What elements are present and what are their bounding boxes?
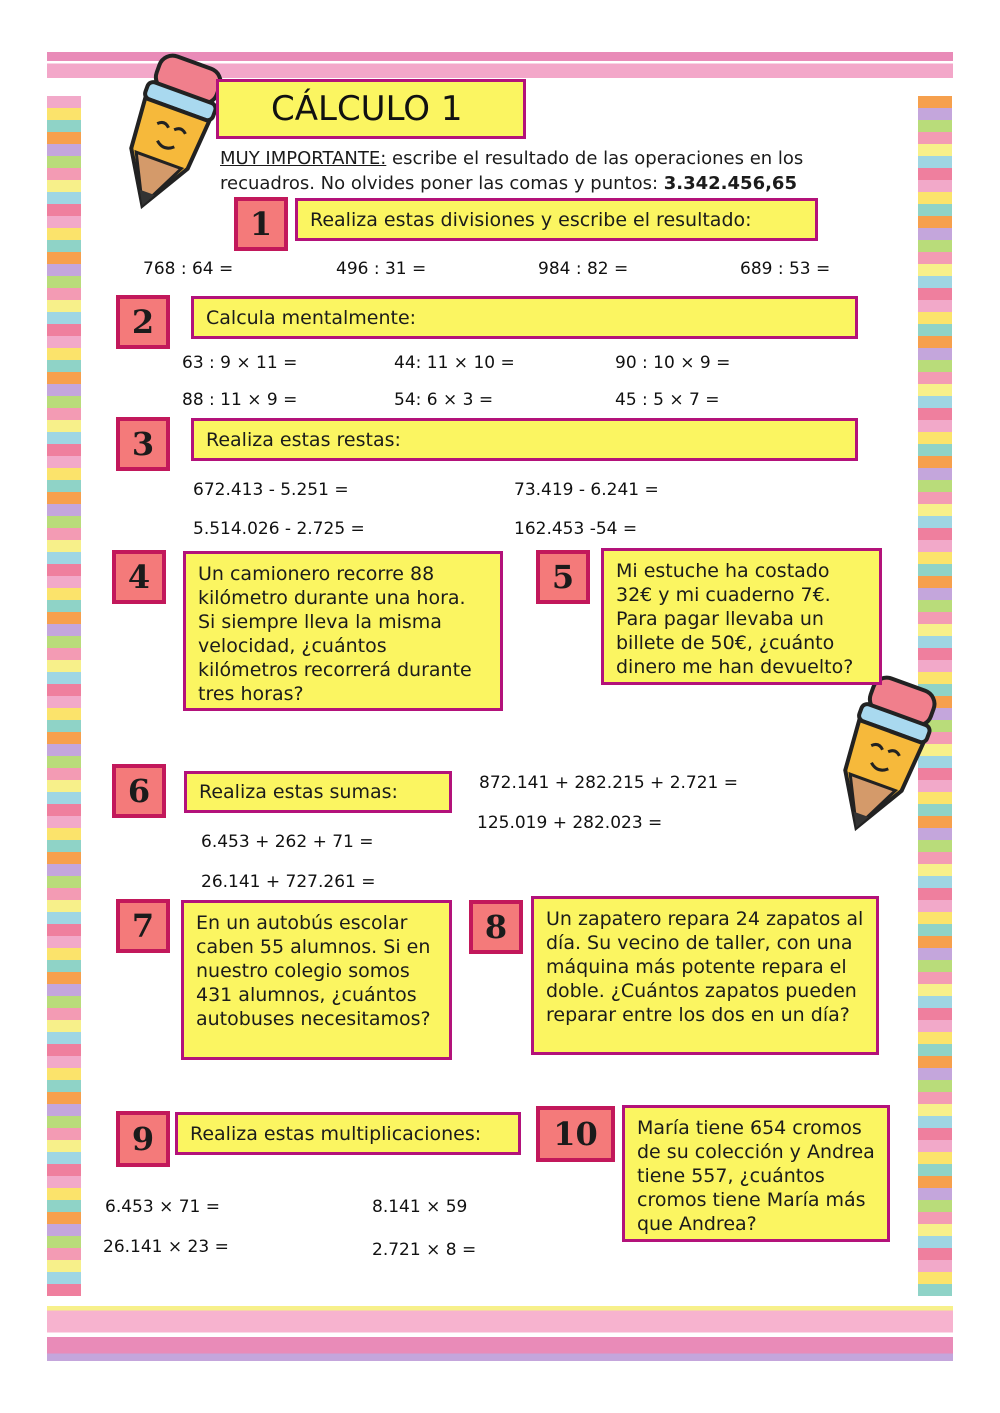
stripe-segment bbox=[918, 144, 952, 156]
stripe-segment bbox=[47, 768, 81, 780]
stripe-segment bbox=[918, 624, 952, 636]
stripe-segment bbox=[918, 336, 952, 348]
stripe-segment bbox=[47, 1152, 81, 1164]
stripe-segment bbox=[47, 348, 81, 360]
stripe-segment bbox=[918, 312, 952, 324]
stripe-segment bbox=[47, 492, 81, 504]
stripe-segment bbox=[918, 1080, 952, 1092]
addition-op-2: 125.019 + 282.023 = bbox=[477, 813, 663, 833]
stripe-segment bbox=[47, 912, 81, 924]
stripe-segment bbox=[918, 1212, 952, 1224]
stripe-segment bbox=[918, 1008, 952, 1020]
stripe-segment bbox=[47, 108, 81, 120]
bottom-border-band bbox=[47, 1306, 953, 1361]
stripe-segment bbox=[47, 372, 81, 384]
stripe-segment bbox=[918, 636, 952, 648]
stripe-segment bbox=[47, 1200, 81, 1212]
stripe-segment bbox=[47, 456, 81, 468]
stripe-segment bbox=[47, 180, 81, 192]
stripe-segment bbox=[47, 528, 81, 540]
stripe-segment bbox=[47, 1056, 81, 1068]
stripe-segment bbox=[47, 336, 81, 348]
section-5-problem: Mi estuche ha costado 32€ y mi cuaderno 7€. Para pagar llevaba un billete de 50€, ¿cuánto dinero me han devuelto? bbox=[601, 548, 882, 685]
stripe-segment bbox=[47, 708, 81, 720]
stripe-segment bbox=[47, 816, 81, 828]
mental-op-3: 90 : 10 × 9 = bbox=[615, 353, 731, 373]
stripe-segment bbox=[918, 168, 952, 180]
stripe-segment bbox=[47, 1080, 81, 1092]
stripe-segment bbox=[918, 1152, 952, 1164]
stripe-segment bbox=[47, 720, 81, 732]
stripe-segment bbox=[47, 384, 81, 396]
section-8-problem: Un zapatero repara 24 zapatos al día. Su vecino de taller, con una máquina más potente repara el doble. ¿Cuántos zapatos pueden reparar entre los dos en un día? bbox=[531, 896, 879, 1055]
stripe-segment bbox=[918, 132, 952, 144]
subtraction-op-2: 73.419 - 6.241 = bbox=[514, 480, 659, 500]
page-title: CÁLCULO 1 bbox=[216, 79, 526, 139]
stripe-segment bbox=[47, 1116, 81, 1128]
stripe-segment bbox=[918, 900, 952, 912]
stripe-segment bbox=[918, 180, 952, 192]
stripe-segment bbox=[47, 240, 81, 252]
stripe-segment bbox=[918, 1248, 952, 1260]
stripe-segment bbox=[918, 264, 952, 276]
stripe-segment bbox=[918, 888, 952, 900]
stripe-segment bbox=[47, 264, 81, 276]
stripe-segment bbox=[47, 1176, 81, 1188]
stripe-segment bbox=[47, 696, 81, 708]
stripe-segment bbox=[918, 1020, 952, 1032]
mental-op-6: 45 : 5 × 7 = bbox=[615, 390, 720, 410]
stripe-segment bbox=[918, 1164, 952, 1176]
section-4-problem: Un camionero recorre 88 kilómetro durante una hora. Si siempre lleva la misma velocidad, ¿cuántos kilómetros recorrerá durante tres horas? bbox=[183, 551, 503, 711]
section-5-number: 5 bbox=[536, 550, 590, 604]
stripe-segment bbox=[918, 1044, 952, 1056]
stripe-segment bbox=[47, 864, 81, 876]
stripe-segment bbox=[918, 228, 952, 240]
stripe-segment bbox=[47, 564, 81, 576]
stripe-segment bbox=[47, 396, 81, 408]
stripe-segment bbox=[47, 660, 81, 672]
stripe-segment bbox=[47, 228, 81, 240]
section-1-instruction: Realiza estas divisiones y escribe el resultado: bbox=[295, 198, 818, 241]
stripe-segment bbox=[918, 540, 952, 552]
section-1-number: 1 bbox=[234, 197, 288, 251]
stripe-segment bbox=[918, 504, 952, 516]
stripe-segment bbox=[918, 612, 952, 624]
division-op-1: 768 : 64 = bbox=[143, 259, 234, 279]
stripe-segment bbox=[918, 300, 952, 312]
stripe-segment bbox=[47, 480, 81, 492]
stripe-segment bbox=[918, 912, 952, 924]
stripe-segment bbox=[47, 936, 81, 948]
stripe-segment bbox=[918, 516, 952, 528]
stripe-segment bbox=[47, 756, 81, 768]
stripe-segment bbox=[918, 972, 952, 984]
stripe-segment bbox=[918, 1128, 952, 1140]
stripe-segment bbox=[918, 204, 952, 216]
subtraction-op-4: 162.453 -54 = bbox=[514, 519, 638, 539]
stripe-segment bbox=[918, 864, 952, 876]
stripe-segment bbox=[918, 600, 952, 612]
stripe-segment bbox=[47, 924, 81, 936]
addition-op-1: 872.141 + 282.215 + 2.721 = bbox=[479, 773, 739, 793]
stripe-segment bbox=[47, 1164, 81, 1176]
stripe-segment bbox=[47, 516, 81, 528]
stripe-segment bbox=[918, 1272, 952, 1284]
stripe-segment bbox=[47, 1272, 81, 1284]
stripe-segment bbox=[918, 1032, 952, 1044]
stripe-segment bbox=[918, 408, 952, 420]
stripe-segment bbox=[918, 948, 952, 960]
stripe-segment bbox=[47, 444, 81, 456]
stripe-segment bbox=[47, 624, 81, 636]
stripe-segment bbox=[918, 1116, 952, 1128]
multiplication-op-1: 6.453 × 71 = bbox=[105, 1197, 220, 1217]
stripe-segment bbox=[47, 204, 81, 216]
stripe-segment bbox=[918, 348, 952, 360]
stripe-segment bbox=[918, 996, 952, 1008]
stripe-segment bbox=[918, 468, 952, 480]
stripe-segment bbox=[918, 1092, 952, 1104]
stripe-segment bbox=[47, 840, 81, 852]
stripe-segment bbox=[47, 276, 81, 288]
subtraction-op-1: 672.413 - 5.251 = bbox=[193, 480, 349, 500]
stripe-segment bbox=[918, 576, 952, 588]
stripe-segment bbox=[47, 120, 81, 132]
stripe-segment bbox=[47, 672, 81, 684]
stripe-segment bbox=[918, 1068, 952, 1080]
stripe-segment bbox=[47, 1140, 81, 1152]
section-7-number: 7 bbox=[116, 899, 170, 953]
stripe-segment bbox=[918, 648, 952, 660]
stripe-segment bbox=[918, 216, 952, 228]
section-6-number: 6 bbox=[112, 764, 166, 818]
stripe-segment bbox=[918, 1176, 952, 1188]
stripe-segment bbox=[47, 156, 81, 168]
stripe-segment bbox=[918, 240, 952, 252]
stripe-segment bbox=[918, 360, 952, 372]
section-3-instruction: Realiza estas restas: bbox=[191, 418, 858, 461]
stripe-segment bbox=[47, 780, 81, 792]
section-10-number: 10 bbox=[536, 1106, 615, 1162]
stripe-segment bbox=[47, 636, 81, 648]
division-op-4: 689 : 53 = bbox=[740, 259, 831, 279]
intro-example: 3.342.456,65 bbox=[663, 173, 797, 194]
section-2-number: 2 bbox=[116, 295, 170, 349]
stripe-segment bbox=[918, 432, 952, 444]
stripe-segment bbox=[918, 396, 952, 408]
stripe-segment bbox=[47, 1032, 81, 1044]
stripe-segment bbox=[47, 732, 81, 744]
stripe-segment bbox=[47, 1236, 81, 1248]
multiplication-op-2: 8.141 × 59 bbox=[372, 1197, 468, 1217]
stripe-segment bbox=[918, 936, 952, 948]
stripe-segment bbox=[918, 1188, 952, 1200]
stripe-segment bbox=[918, 276, 952, 288]
intro-label: MUY IMPORTANTE: bbox=[220, 148, 387, 169]
stripe-segment bbox=[47, 168, 81, 180]
stripe-segment bbox=[47, 876, 81, 888]
section-9-number: 9 bbox=[116, 1111, 170, 1167]
stripe-segment bbox=[47, 648, 81, 660]
stripe-segment bbox=[918, 372, 952, 384]
section-4-number: 4 bbox=[112, 550, 166, 604]
stripe-segment bbox=[918, 924, 952, 936]
stripe-segment bbox=[918, 1224, 952, 1236]
stripe-segment bbox=[47, 888, 81, 900]
stripe-segment bbox=[918, 420, 952, 432]
stripe-segment bbox=[47, 288, 81, 300]
intro-body: escribe el resultado de las operaciones en los recuadros. No olvides poner las comas y puntos: bbox=[220, 148, 804, 194]
stripe-segment bbox=[47, 96, 81, 108]
multiplication-op-4: 2.721 × 8 = bbox=[372, 1240, 477, 1260]
stripe-segment bbox=[47, 192, 81, 204]
stripe-segment bbox=[918, 1056, 952, 1068]
stripe-segment bbox=[918, 192, 952, 204]
stripe-segment bbox=[47, 804, 81, 816]
stripe-segment bbox=[47, 600, 81, 612]
stripe-segment bbox=[918, 1284, 952, 1296]
stripe-segment bbox=[47, 360, 81, 372]
multiplication-op-3: 26.141 × 23 = bbox=[103, 1237, 229, 1257]
subtraction-op-3: 5.514.026 - 2.725 = bbox=[193, 519, 365, 539]
section-6-instruction: Realiza estas sumas: bbox=[184, 771, 452, 813]
stripe-segment bbox=[47, 300, 81, 312]
stripe-segment bbox=[47, 1128, 81, 1140]
stripe-segment bbox=[47, 1284, 81, 1296]
stripe-segment bbox=[47, 852, 81, 864]
stripe-segment bbox=[47, 504, 81, 516]
section-8-number: 8 bbox=[469, 900, 523, 954]
stripe-segment bbox=[47, 1104, 81, 1116]
stripe-segment bbox=[918, 156, 952, 168]
section-9-instruction: Realiza estas multiplicaciones: bbox=[175, 1112, 521, 1155]
stripe-segment bbox=[47, 216, 81, 228]
stripe-segment bbox=[47, 828, 81, 840]
stripe-segment bbox=[918, 288, 952, 300]
stripe-segment bbox=[47, 1008, 81, 1020]
stripe-segment bbox=[918, 1260, 952, 1272]
intro-text bbox=[220, 146, 880, 196]
stripe-segment bbox=[918, 852, 952, 864]
stripe-segment bbox=[47, 684, 81, 696]
stripe-segment bbox=[47, 612, 81, 624]
stripe-segment bbox=[47, 744, 81, 756]
section-7-problem: En un autobús escolar caben 55 alumnos. Si en nuestro colegio somos 431 alumnos, ¿cuántos autobuses necesitamos? bbox=[181, 900, 452, 1060]
pencil-mascot-right-icon bbox=[812, 672, 952, 842]
stripe-segment bbox=[918, 480, 952, 492]
stripe-segment bbox=[47, 1020, 81, 1032]
section-10-problem: María tiene 654 cromos de su colección y Andrea tiene 557, ¿cuántos cromos tiene María más que Andrea? bbox=[622, 1105, 890, 1242]
stripe-segment bbox=[918, 492, 952, 504]
stripe-segment bbox=[918, 1200, 952, 1212]
addition-op-4: 26.141 + 727.261 = bbox=[201, 872, 376, 892]
stripe-segment bbox=[47, 408, 81, 420]
left-stripe-border bbox=[47, 96, 81, 1296]
stripe-segment bbox=[47, 576, 81, 588]
stripe-segment bbox=[47, 1044, 81, 1056]
stripe-segment bbox=[47, 1212, 81, 1224]
stripe-segment bbox=[47, 1260, 81, 1272]
stripe-segment bbox=[47, 468, 81, 480]
stripe-segment bbox=[918, 552, 952, 564]
stripe-segment bbox=[918, 564, 952, 576]
division-op-3: 984 : 82 = bbox=[538, 259, 629, 279]
stripe-segment bbox=[918, 1140, 952, 1152]
stripe-segment bbox=[47, 1248, 81, 1260]
stripe-segment bbox=[47, 420, 81, 432]
stripe-segment bbox=[47, 960, 81, 972]
stripe-segment bbox=[47, 984, 81, 996]
stripe-segment bbox=[47, 1092, 81, 1104]
stripe-segment bbox=[918, 984, 952, 996]
stripe-segment bbox=[47, 540, 81, 552]
stripe-segment bbox=[918, 876, 952, 888]
stripe-segment bbox=[47, 792, 81, 804]
stripe-segment bbox=[918, 252, 952, 264]
stripe-segment bbox=[47, 1068, 81, 1080]
stripe-segment bbox=[47, 900, 81, 912]
stripe-segment bbox=[47, 1224, 81, 1236]
stripe-segment bbox=[47, 1188, 81, 1200]
stripe-segment bbox=[918, 456, 952, 468]
stripe-segment bbox=[47, 552, 81, 564]
stripe-segment bbox=[918, 108, 952, 120]
stripe-segment bbox=[918, 528, 952, 540]
stripe-segment bbox=[918, 1104, 952, 1116]
stripe-segment bbox=[918, 444, 952, 456]
stripe-segment bbox=[918, 324, 952, 336]
addition-op-3: 6.453 + 262 + 71 = bbox=[201, 832, 374, 852]
stripe-segment bbox=[918, 660, 952, 672]
division-op-2: 496 : 31 = bbox=[336, 259, 427, 279]
mental-op-1: 63 : 9 × 11 = bbox=[182, 353, 298, 373]
mental-op-4: 88 : 11 × 9 = bbox=[182, 390, 298, 410]
stripe-segment bbox=[47, 132, 81, 144]
stripe-segment bbox=[47, 948, 81, 960]
stripe-segment bbox=[47, 996, 81, 1008]
stripe-segment bbox=[918, 588, 952, 600]
stripe-segment bbox=[918, 1236, 952, 1248]
stripe-segment bbox=[47, 144, 81, 156]
mental-op-5: 54: 6 × 3 = bbox=[394, 390, 494, 410]
stripe-segment bbox=[918, 960, 952, 972]
stripe-segment bbox=[918, 384, 952, 396]
stripe-segment bbox=[47, 432, 81, 444]
section-3-number: 3 bbox=[116, 417, 170, 471]
stripe-segment bbox=[47, 312, 81, 324]
mental-op-2: 44: 11 × 10 = bbox=[394, 353, 515, 373]
stripe-segment bbox=[918, 120, 952, 132]
stripe-segment bbox=[47, 252, 81, 264]
stripe-segment bbox=[47, 588, 81, 600]
stripe-segment bbox=[918, 96, 952, 108]
stripe-segment bbox=[47, 972, 81, 984]
section-2-instruction: Calcula mentalmente: bbox=[191, 296, 858, 339]
stripe-segment bbox=[47, 324, 81, 336]
